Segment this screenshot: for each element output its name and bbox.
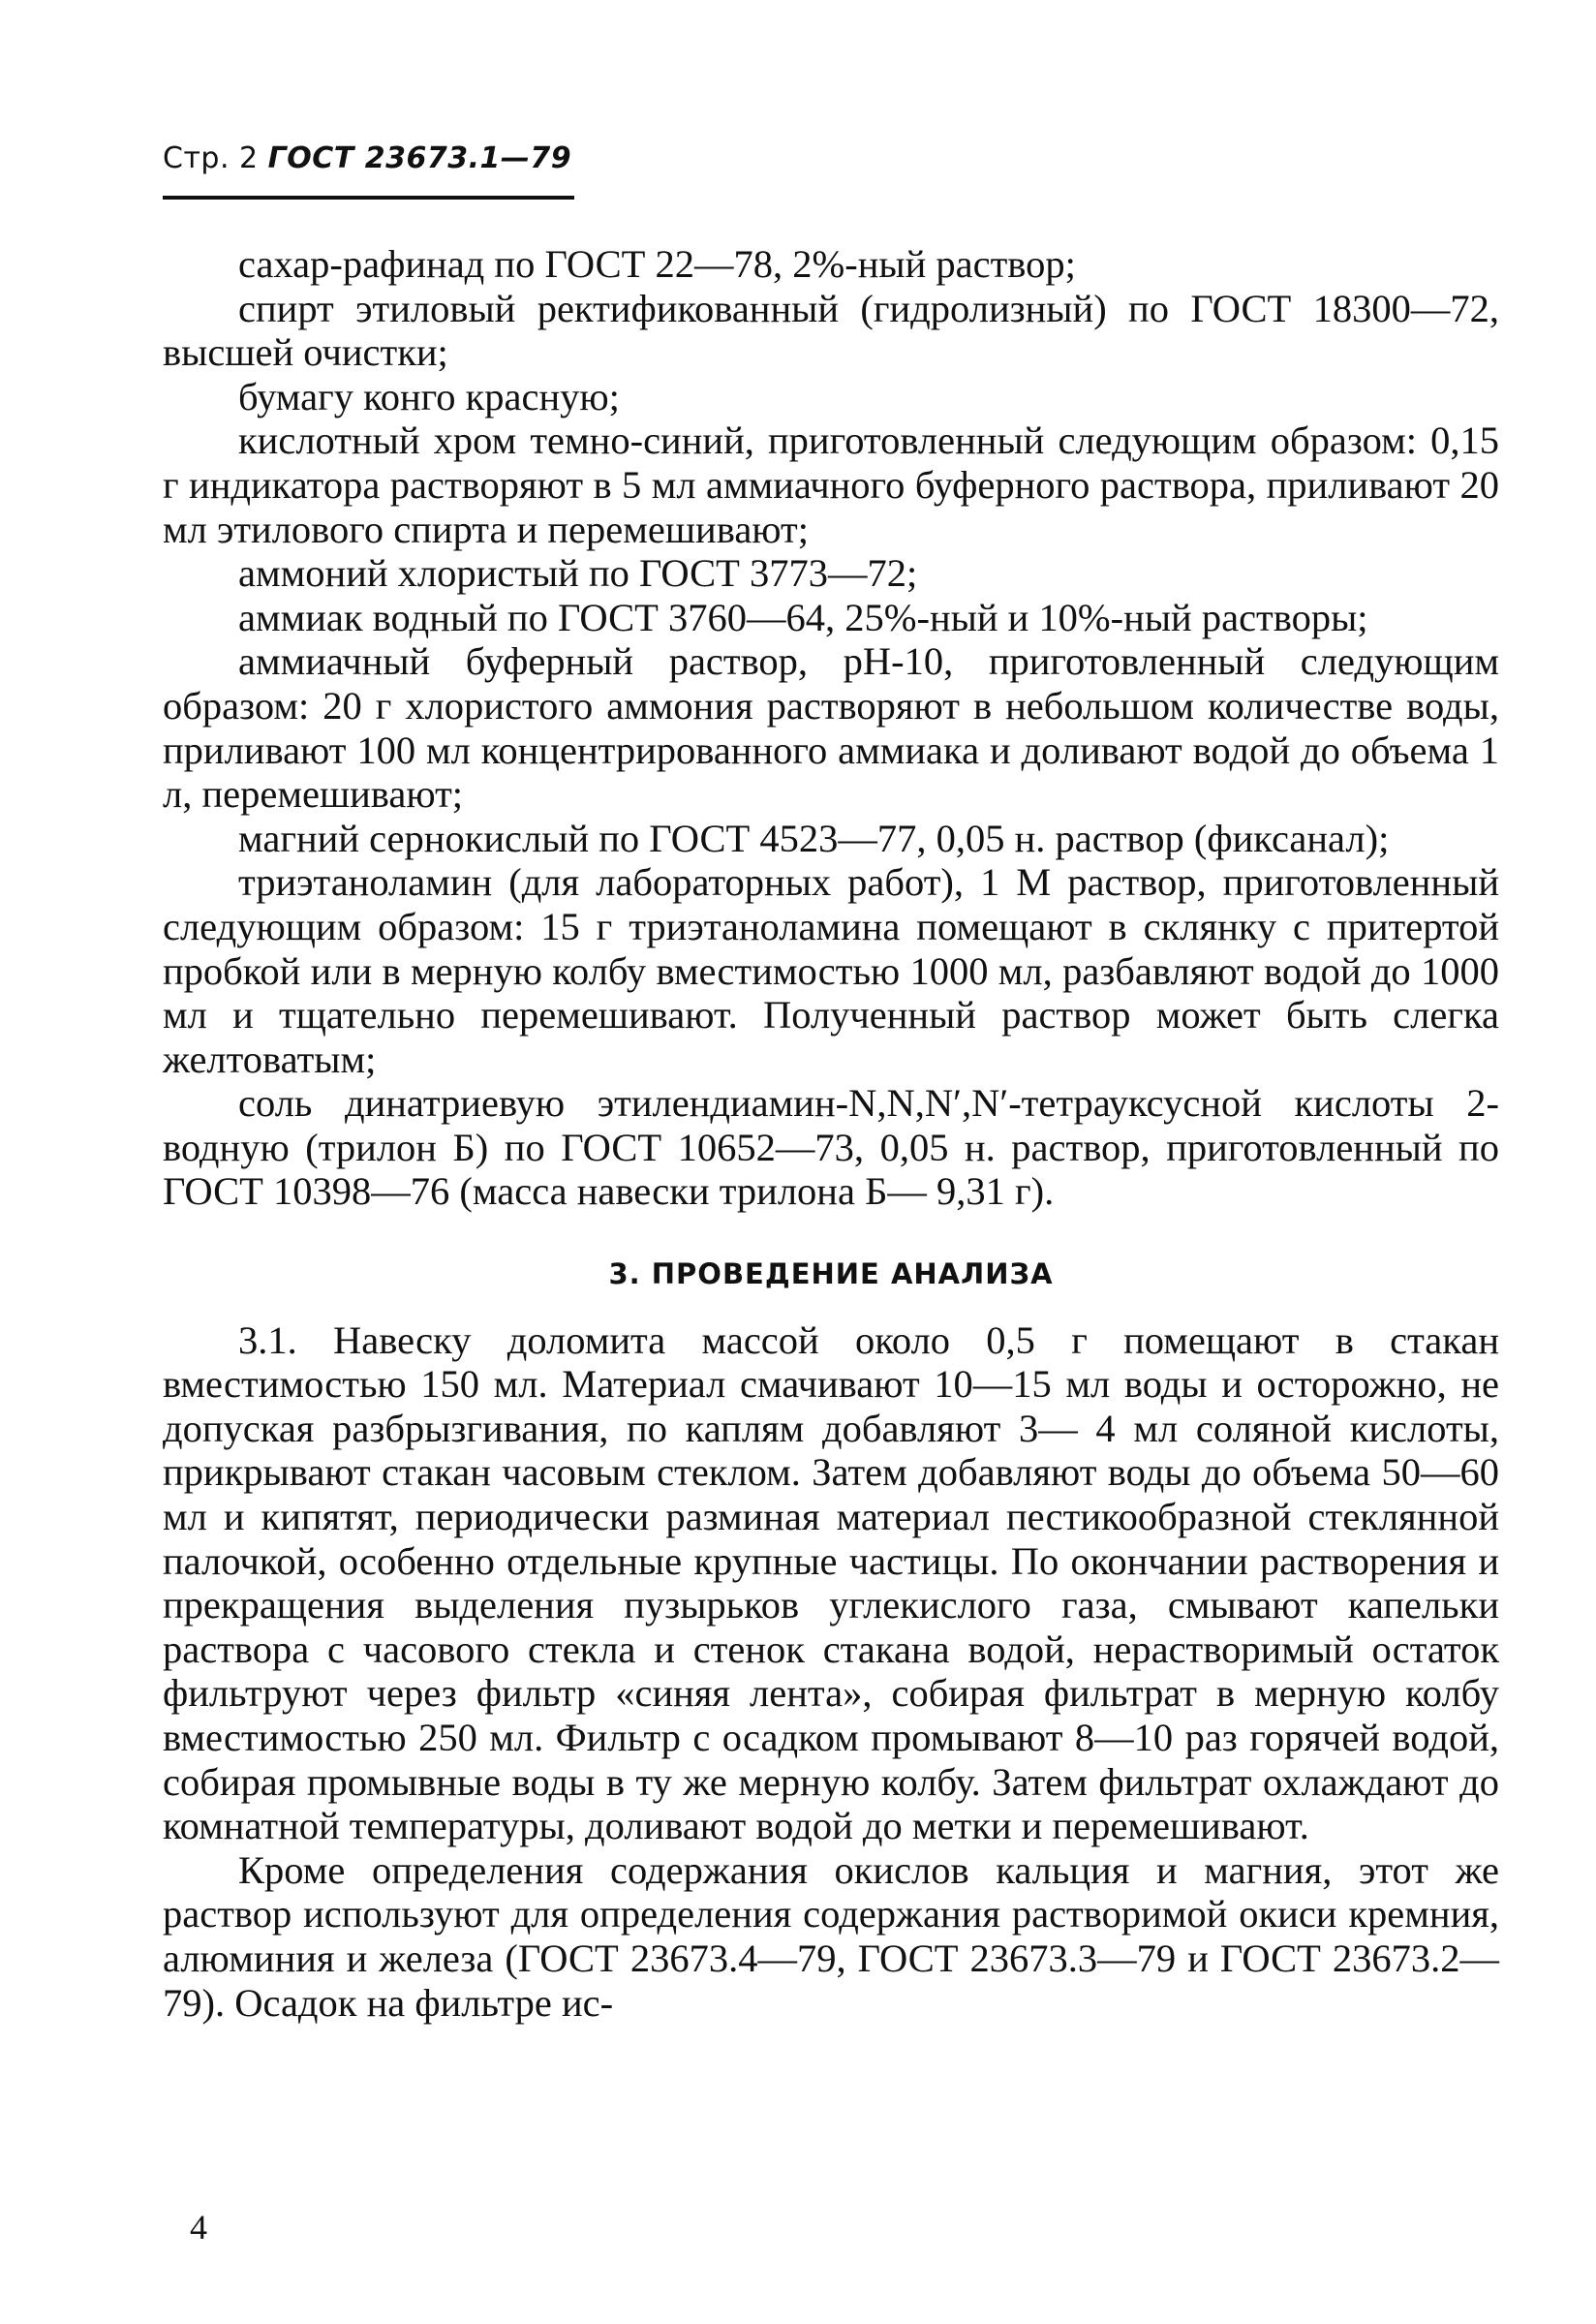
reagent-item: аммоний хлористый по ГОСТ 3773—72;	[238, 551, 918, 596]
reagent-item: аммиак водный по ГОСТ 3760—64, 25%-ный и 10%-ный растворы;	[238, 595, 1368, 639]
section-title: 3. ПРОВЕДЕНИЕ АНАЛИЗА	[608, 1257, 1054, 1291]
reagent-item: спирт этиловый ректификованный (гидролизный) по ГОСТ 18300—72, высшей очистки;	[163, 286, 1499, 375]
reagent-item: соль динатриевую этилендиамин-N,N,N′,N′-тетрауксусной кислоты 2-водную (трилон Б) по ГОСТ 10652—73, 0,05 н. раствор, приготовленный по ГОСТ 10398—76 (масса навески трилона Б— 9,31 г).	[163, 1081, 1499, 1214]
body-text	[163, 242, 1499, 2025]
reagent-item: триэтаноламин (для лабораторных работ), 1 М раствор, приготовленный следующим образом: 15 г триэтаноламина помещают в склянку с притертой пробкой или в мерную колбу вместимостью 1000 мл, разбавляют водой до 1000 мл и тщательно перемешивают. Полученный раствор может быть слегка желтоватым;	[163, 860, 1499, 1081]
reagent-item: бумагу конго красную;	[238, 374, 620, 418]
running-header	[163, 141, 571, 175]
reagent-item: аммиачный буферный раствор, рН-10, приготовленный следующим образом: 20 г хлористого аммония растворяют в небольшом количестве воды, приливают 100 мл концентрированного аммиака и доливают водой до объема 1 л, перемешивают;	[163, 639, 1499, 817]
reagent-item: сахар-рафинад по ГОСТ 22—78, 2%-ный раствор;	[238, 242, 1076, 286]
page-number: 4	[190, 2208, 207, 2247]
reagent-item: кислотный хром темно-синий, приготовленный следующим образом: 0,15 г индикатора растворяют в 5 мл аммиачного буферного раствора, приливают 20 мл этилового спирта и перемешивают;	[163, 418, 1499, 551]
section-paragraph: Кроме определения содержания окислов кальция и магния, этот же раствор используют для определения содержания растворимой окиси кремния, алюминия и железа (ГОСТ 23673.4—79, ГОСТ 23673.3—79 и ГОСТ 23673.2—79). Осадок на фильтре ис-	[163, 1847, 1499, 2025]
header-rule	[163, 196, 574, 200]
section-paragraph: 3.1. Навеску доломита массой около 0,5 г помещают в стакан вместимостью 150 мл. Материал смачивают 10—15 мл воды и осторожно, не допуская разбрызгивания, по каплям добавляют 3— 4 мл соляной кислоты, прикрывают стакан часовым стеклом. Затем добавляют воды до объема 50—60 мл и кипятят, периодически разминая материал пестикообразной стеклянной палочкой, особенно отдельные крупные частицы. По окончании растворения и прекращения выделения пузырьков углекислого газа, смывают капельки раствора с часового стекла и стенок стакана водой, нерастворимый остаток фильтруют через фильтр «синяя лента», собирая фильтрат в мерную колбу вместимостью 250 мл. Фильтр с осадком промывают 8—10 раз горячей водой, собирая промывные воды в ту же мерную колбу. Затем фильтрат охлаждают до комнатной температуры, доливают водой до метки и перемешивают.	[163, 1317, 1499, 1848]
reagent-item: магний сернокислый по ГОСТ 4523—77, 0,05 н. раствор (фиксанал);	[238, 816, 1390, 860]
page-label: Стр. 2	[163, 141, 259, 175]
standard-code: ГОСТ 23673.1—79	[267, 141, 572, 175]
